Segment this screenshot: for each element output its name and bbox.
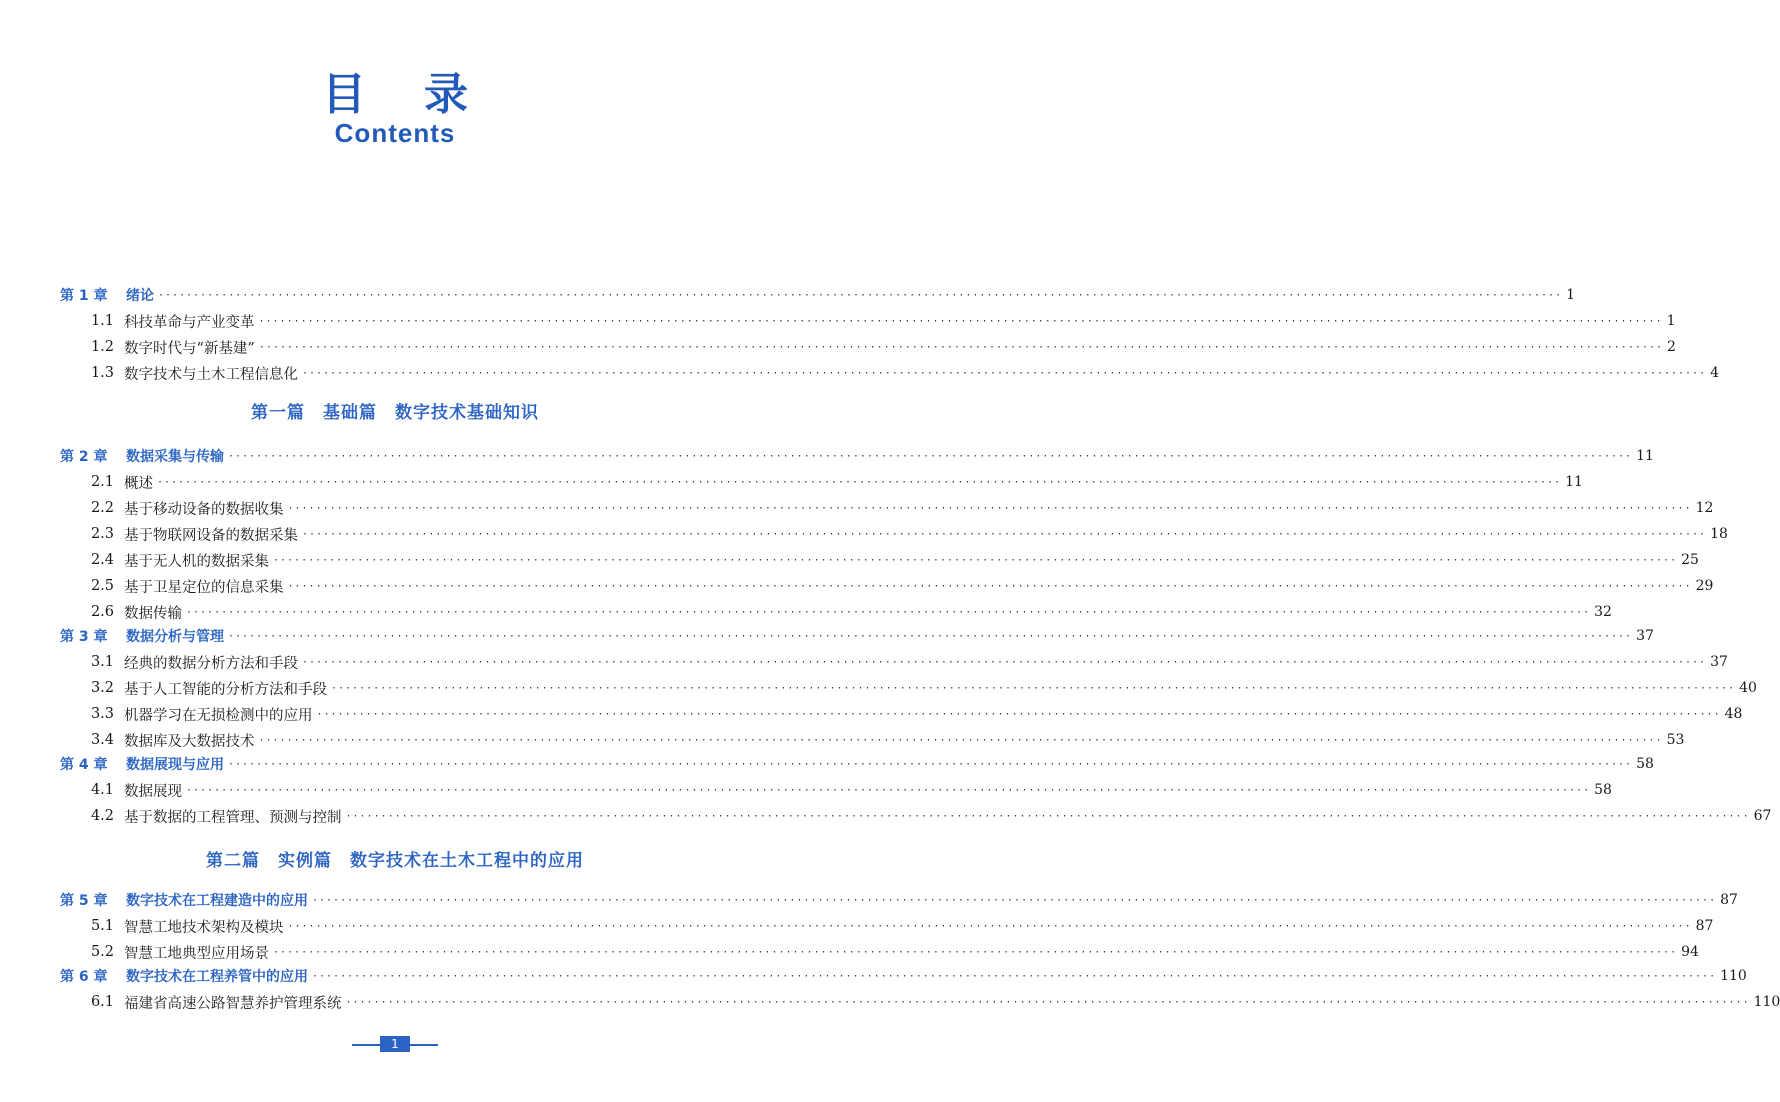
entry-page-number: 94 (1681, 944, 1699, 960)
toc-section-entry[interactable] (60, 701, 1743, 727)
entry-page-number: 87 (1695, 918, 1714, 934)
entry-number: 4.2 (90, 808, 114, 824)
toc-section-entry[interactable] (60, 495, 1714, 521)
entry-page-number: 1 (1566, 287, 1576, 303)
dot-leader: ········································································································································································································ (157, 476, 1562, 488)
toc-section-entry[interactable] (60, 939, 1699, 965)
toc-section-entry[interactable] (60, 573, 1714, 599)
toc-section-entry[interactable] (60, 675, 1757, 701)
entry-title: 机器学习在无损检测中的应用 (124, 707, 313, 724)
entry-number: 1.3 (90, 365, 114, 381)
toc-section-entry[interactable] (60, 547, 1699, 573)
page-footer (352, 1036, 438, 1052)
entry-page-number: 87 (1720, 892, 1738, 908)
toc-section-entry[interactable] (60, 308, 1676, 334)
dot-leader: ········································································································································································································ (273, 554, 1678, 566)
entry-title: 数据采集与传输 (126, 449, 224, 465)
entry-page-number: 58 (1594, 782, 1612, 798)
dot-leader: ········································································································································································································ (287, 580, 1692, 592)
dot-leader: ········································································································································································································ (186, 784, 1591, 796)
entry-title: 数据展现与应用 (126, 757, 224, 773)
footer-rule-right (410, 1044, 438, 1046)
toc-section-entry[interactable] (60, 360, 1720, 386)
dot-leader: ········································································································································································································ (316, 708, 1721, 720)
toc-chapter-entry[interactable] (60, 623, 1654, 649)
entry-number: 第 1 章 (60, 288, 108, 304)
part-heading-label: 第二篇 实例篇 数字技术在土木工程中的应用 (206, 851, 584, 871)
toc-section-entry[interactable] (60, 649, 1728, 675)
toc-chapter-entry[interactable] (60, 887, 1738, 913)
entry-page-number: 11 (1636, 448, 1654, 464)
entry-title: 数字技术在工程养管中的应用 (126, 969, 308, 985)
dot-leader: ········································································································································································································ (331, 682, 1736, 694)
entry-title: 智慧工地技术架构及模块 (124, 919, 284, 936)
entry-title: 数字技术与土木工程信息化 (124, 366, 298, 383)
entry-number: 2.2 (90, 500, 114, 516)
toc-section-entry[interactable] (60, 599, 1612, 625)
entry-number: 1.1 (90, 313, 114, 329)
dot-leader: ········································································································································································································ (258, 315, 1663, 327)
dot-leader: ········································································································································································································ (302, 367, 1707, 379)
toc-section-entry[interactable] (60, 777, 1612, 803)
toc-section-entry[interactable] (60, 989, 1780, 1015)
entry-number: 2.5 (90, 578, 114, 594)
dot-leader: ········································································································································································································ (345, 996, 1750, 1008)
dot-leader: ········································································································································································································ (302, 528, 1707, 540)
entry-title: 数据传输 (124, 605, 182, 622)
toc-section-entry[interactable] (60, 469, 1583, 495)
entry-number: 5.2 (90, 944, 114, 960)
dot-leader: ········································································································································································································ (258, 734, 1663, 746)
page-number: 1 (380, 1036, 410, 1052)
entry-number: 第 4 章 (60, 757, 108, 773)
entry-number: 6.1 (90, 994, 114, 1010)
toc-section-entry[interactable] (60, 913, 1714, 939)
dot-leader: ········································································································································································································ (312, 894, 1717, 906)
entry-page-number: 18 (1710, 526, 1728, 542)
entry-page-number: 37 (1636, 628, 1654, 644)
entry-number: 2.6 (90, 604, 114, 620)
page-subtitle: Contents (334, 118, 456, 148)
footer-rule-left (352, 1044, 380, 1046)
dot-leader: ········································································································································································································ (345, 810, 1750, 822)
entry-page-number: 110 (1753, 994, 1780, 1010)
entry-title: 概述 (124, 475, 153, 492)
entry-page-number: 110 (1720, 968, 1747, 984)
entry-title: 数据展现 (124, 783, 182, 800)
entry-title: 数字技术在工程建造中的应用 (126, 893, 308, 909)
toc-section-entry[interactable] (60, 334, 1676, 360)
entry-page-number: 58 (1636, 756, 1654, 772)
dot-leader: ········································································································································································································ (228, 758, 1633, 770)
part-heading (0, 398, 790, 423)
entry-number: 2.4 (90, 552, 114, 568)
page-title: 目录 (322, 69, 526, 120)
dot-leader: ········································································································································································································ (287, 502, 1692, 514)
part-heading-label: 第一篇 基础篇 数字技术基础知识 (251, 403, 539, 423)
toc-chapter-entry[interactable] (60, 443, 1654, 469)
entry-page-number: 67 (1753, 808, 1772, 824)
entry-page-number: 32 (1594, 604, 1612, 620)
entry-title: 科技革命与产业变革 (124, 314, 255, 331)
entry-title: 智慧工地典型应用场景 (124, 945, 269, 962)
entry-page-number: 1 (1666, 313, 1676, 329)
entry-title: 数字时代与“新基建” (124, 340, 255, 357)
entry-title: 福建省高速公路智慧养护管理系统 (124, 995, 342, 1012)
toc-chapter-entry[interactable] (60, 751, 1654, 777)
entry-number: 1.2 (90, 339, 114, 355)
dot-leader: ········································································································································································································ (186, 606, 1591, 618)
entry-title: 数据库及大数据技术 (124, 733, 255, 750)
entry-number: 3.4 (90, 732, 114, 748)
entry-title: 经典的数据分析方法和手段 (124, 655, 298, 672)
entry-number: 第 3 章 (60, 629, 108, 645)
dot-leader: ········································································································································································································ (258, 341, 1663, 353)
entry-number: 3.1 (90, 654, 114, 670)
entry-page-number: 11 (1565, 474, 1583, 490)
dot-leader: ········································································································································································································ (158, 289, 1563, 301)
entry-title: 基于卫星定位的信息采集 (124, 579, 284, 596)
entry-number: 5.1 (90, 918, 114, 934)
toc-section-entry[interactable] (60, 521, 1728, 547)
part-heading (0, 846, 790, 871)
dot-leader: ········································································································································································································ (302, 656, 1707, 668)
entry-number: 3.2 (90, 680, 114, 696)
entry-number: 4.1 (90, 782, 114, 798)
entry-number: 3.3 (90, 706, 114, 722)
dot-leader: ········································································································································································································ (273, 946, 1678, 958)
toc-chapter-entry[interactable] (60, 963, 1747, 989)
entry-title: 基于数据的工程管理、预测与控制 (124, 809, 342, 826)
entry-number: 第 5 章 (60, 893, 108, 909)
entry-page-number: 48 (1724, 706, 1743, 722)
entry-number: 第 2 章 (60, 449, 108, 465)
dot-leader: ········································································································································································································ (312, 970, 1717, 982)
entry-page-number: 37 (1710, 654, 1728, 670)
dot-leader: ········································································································································································································ (228, 630, 1633, 642)
toc-section-entry[interactable] (60, 727, 1685, 753)
entry-page-number: 12 (1695, 500, 1714, 516)
toc-chapter-entry[interactable] (60, 282, 1576, 308)
entry-title: 数据分析与管理 (126, 629, 224, 645)
entry-title: 绪论 (126, 288, 154, 304)
dot-leader: ········································································································································································································ (228, 450, 1633, 462)
entry-number: 2.1 (90, 474, 114, 490)
entry-title: 基于移动设备的数据收集 (124, 501, 284, 518)
entry-title: 基于无人机的数据采集 (124, 553, 269, 570)
entry-title: 基于物联网设备的数据采集 (124, 527, 298, 544)
entry-page-number: 4 (1710, 365, 1720, 381)
entry-title: 基于人工智能的分析方法和手段 (124, 681, 327, 698)
entry-page-number: 2 (1666, 339, 1676, 355)
entry-page-number: 25 (1681, 552, 1699, 568)
entry-page-number: 53 (1666, 732, 1685, 748)
dot-leader: ········································································································································································································ (287, 920, 1692, 932)
entry-page-number: 40 (1739, 680, 1757, 696)
entry-number: 2.3 (90, 526, 114, 542)
toc-section-entry[interactable] (60, 803, 1772, 829)
entry-number: 第 6 章 (60, 969, 108, 985)
entry-page-number: 29 (1695, 578, 1714, 594)
